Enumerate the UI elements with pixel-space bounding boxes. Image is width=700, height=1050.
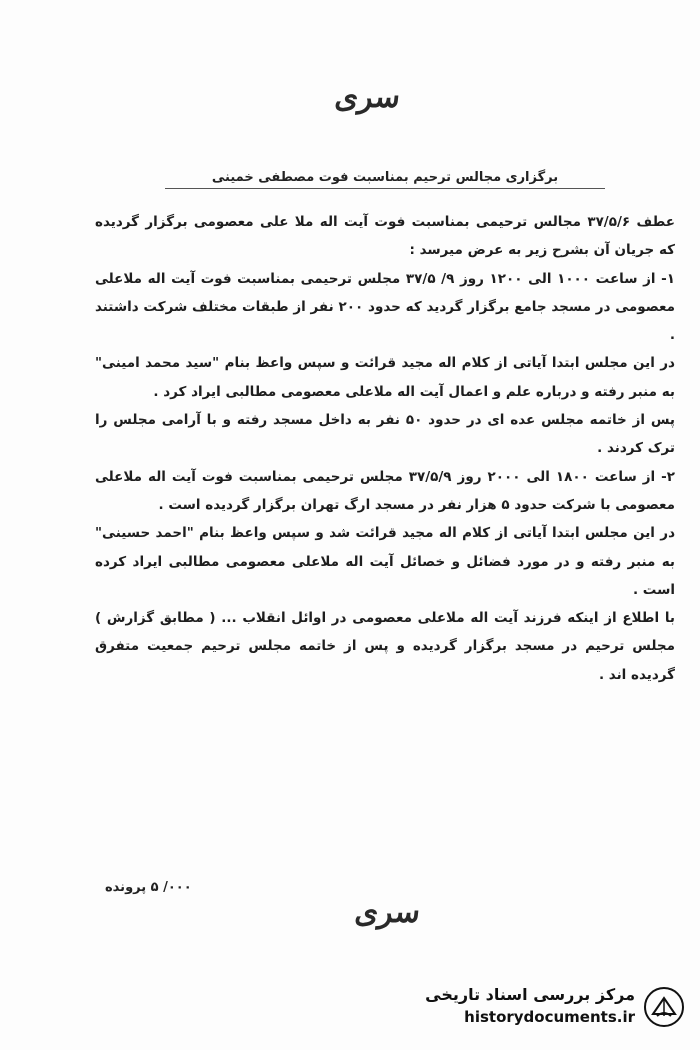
paragraph: پس از خاتمه مجلس عده ای در حدود ۵۰ نفر به داخل مسجد رفته و با آرامی مجلس را ترک کردند . [95,412,675,457]
book-emblem-icon [643,986,685,1028]
document-sheet [55,60,676,960]
document-title: برگزاری مجالس ترحیم بمناسبت فوت مصطفی خمینی [165,170,605,189]
paragraph: ۲- از ساعت ۱۸۰۰ الی ۲۰۰۰ روز ۳۷/۵/۹ مجلس ترحیمی بمناسبت فوت آیت اله ملاعلی معصومی با شرکت حدود ۵ هزار نفر در مسجد ارگ تهران برگزار گردیده است . [95,468,675,513]
paragraph: در این مجلس ابتدا آیاتی از کلام اله مجید قرائت و سپس واعظ بنام "سید محمد امینی" به منبر رفته و درباره علم و اعمال آیت اله ملاعلی معصومی مطالبی ایراد کرد . [95,355,675,400]
paragraph: عطف ۳۷/۵/۶ مجالس ترحیمی بمناسبت فوت آیت اله ملا علی معصومی برگزار گردیده که جریان آن بشرح زیر به عرض میرسد : [95,214,675,259]
secret-stamp-bottom: سری [353,895,423,930]
website-url[interactable]: historydocuments.ir [464,1008,635,1026]
secret-stamp-top: سری [333,80,403,115]
watermark-footer [395,978,695,1038]
document-body [95,208,675,689]
paragraph: ۱- از ساعت ۱۰۰۰ الی ۱۲۰۰ روز ۹/ ۳۷/۵ مجلس ترحیمی بمناسبت فوت آیت اله ملاعلی معصومی در مسجد جامع برگزار گردید که حدود ۲۰۰ نفر از طبقات مختلف شرکت داشتند . [95,270,676,344]
org-name: مرکز بررسی اسناد تاریخی [425,985,635,1004]
paragraph: در این مجلس ابتدا آیاتی از کلام اله مجید قرائت شد و سپس واعظ بنام "احمد حسینی" به منبر رفته و در مورد فضائل و خصائل آیت اله ملاعلی معصومی مطالبی ایراد کرده است . [95,525,675,598]
file-number: ۰۰۰/ ۵ پرونده [105,880,192,895]
paragraph: با اطلاع از اینکه فرزند آیت اله ملاعلی معصومی در اوائل انقلاب ... ( مطابق گزارش ) مجلس ترحیم در مسجد برگزار گردیده و پس از خاتمه مجلس ترحیم جمعیت متفرق گردیده اند . [95,610,675,683]
